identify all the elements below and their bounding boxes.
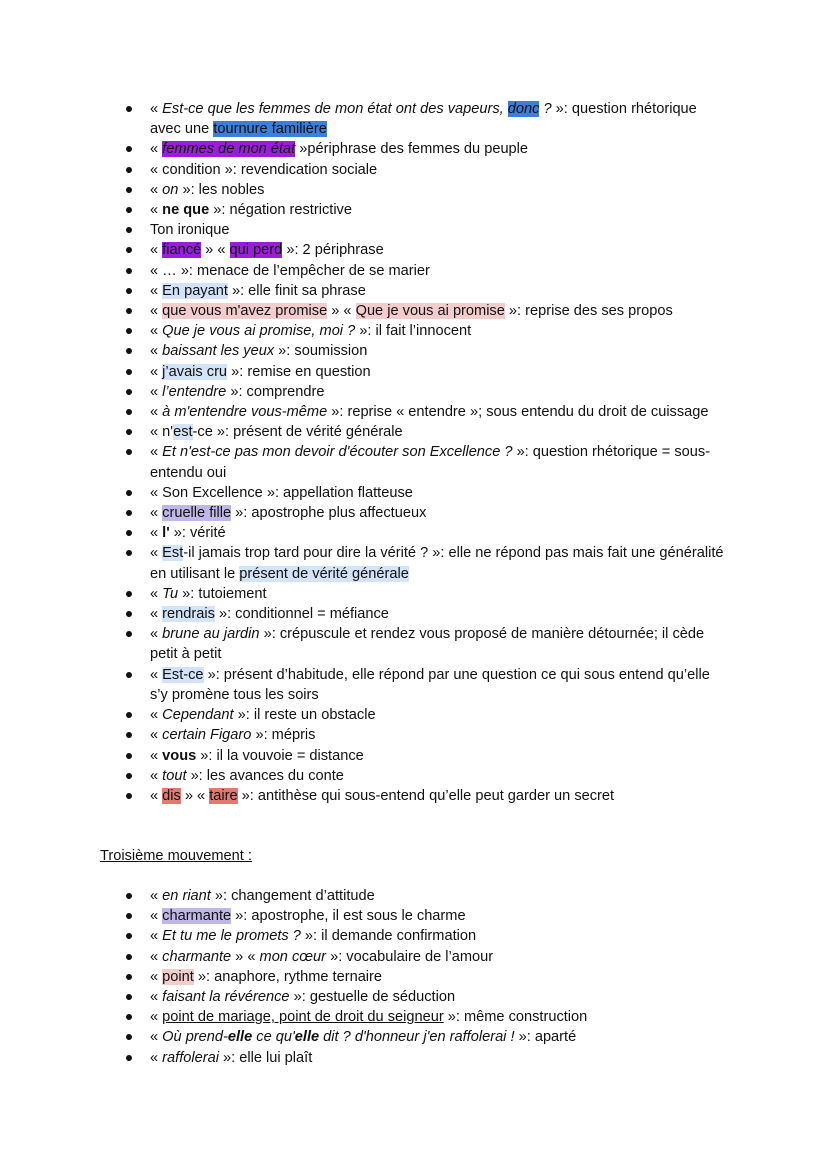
list-item: « dis » « taire »: antithèse qui sous-entend qu’elle peut garder un secret <box>0 786 828 806</box>
annotation-list-1 <box>0 99 828 806</box>
list-item: « n'est-ce »: présent de vérité générale <box>0 422 828 442</box>
annotation-list-2 <box>0 886 828 1068</box>
list-item: « certain Figaro »: mépris <box>0 725 828 745</box>
list-item: « Tu »: tutoiement <box>0 584 828 604</box>
list-item: Ton ironique <box>0 220 828 240</box>
list-item: « Est-ce que les femmes de mon état ont des vapeurs, donc ? »: question rhétorique avec une tournure familière <box>0 99 828 139</box>
section-heading: Troisième mouvement : <box>100 848 252 864</box>
list-item: « ne que »: négation restrictive <box>0 200 828 220</box>
list-item: « En payant »: elle finit sa phrase <box>0 281 828 301</box>
list-item: « Est-il jamais trop tard pour dire la vérité ? »: elle ne répond pas mais fait une généralité en utilisant le présent de vérité générale <box>0 543 828 583</box>
list-item: « que vous m'avez promise » « Que je vous ai promise »: reprise des ses propos <box>0 301 828 321</box>
list-item: « charmante » « mon cœur »: vocabulaire de l’amour <box>0 947 828 967</box>
list-item: « vous »: il la vouvoie = distance <box>0 746 828 766</box>
list-item: « Où prend-elle ce qu'elle dit ? d'honneur j'en raffolerai ! »: aparté <box>0 1027 828 1047</box>
list-item: « femmes de mon état »périphrase des femmes du peuple <box>0 139 828 159</box>
list-item: « l’entendre »: comprendre <box>0 382 828 402</box>
list-item: « point de mariage, point de droit du seigneur »: même construction <box>0 1007 828 1027</box>
list-item: « faisant la révérence »: gestuelle de séduction <box>0 987 828 1007</box>
list-item: « Son Excellence »: appellation flatteuse <box>0 483 828 503</box>
list-item: « point »: anaphore, rythme ternaire <box>0 967 828 987</box>
list-item: « Cependant »: il reste un obstacle <box>0 705 828 725</box>
list-item: « rendrais »: conditionnel = méfiance <box>0 604 828 624</box>
list-item: « cruelle fille »: apostrophe plus affectueux <box>0 503 828 523</box>
list-item: « … »: menace de l’empêcher de se marier <box>0 261 828 281</box>
list-item: « on »: les nobles <box>0 180 828 200</box>
list-item: « charmante »: apostrophe, il est sous le charme <box>0 906 828 926</box>
list-item: « à m'entendre vous-même »: reprise « entendre »; sous entendu du droit de cuissage <box>0 402 828 422</box>
list-item: « condition »: revendication sociale <box>0 160 828 180</box>
list-item: « baissant les yeux »: soumission <box>0 341 828 361</box>
list-item: « j’avais cru »: remise en question <box>0 362 828 382</box>
list-item: « Et n'est-ce pas mon devoir d'écouter son Excellence ? »: question rhétorique = sous-entendu oui <box>0 442 828 482</box>
list-item: « fiancé » « qui perd »: 2 périphrase <box>0 240 828 260</box>
list-item: « tout »: les avances du conte <box>0 766 828 786</box>
list-item: « raffolerai »: elle lui plaît <box>0 1048 828 1068</box>
list-item: « Que je vous ai promise, moi ? »: il fait l’innocent <box>0 321 828 341</box>
list-item: « en riant »: changement d’attitude <box>0 886 828 906</box>
list-item: « Et tu me le promets ? »: il demande confirmation <box>0 926 828 946</box>
list-item: « brune au jardin »: crépuscule et rendez vous proposé de manière détournée; il cède petit à petit <box>0 624 828 664</box>
list-item: « Est-ce »: présent d’habitude, elle répond par une question ce qui sous entend qu’elle s’y promène tous les soirs <box>0 665 828 705</box>
list-item: « l' »: vérité <box>0 523 828 543</box>
